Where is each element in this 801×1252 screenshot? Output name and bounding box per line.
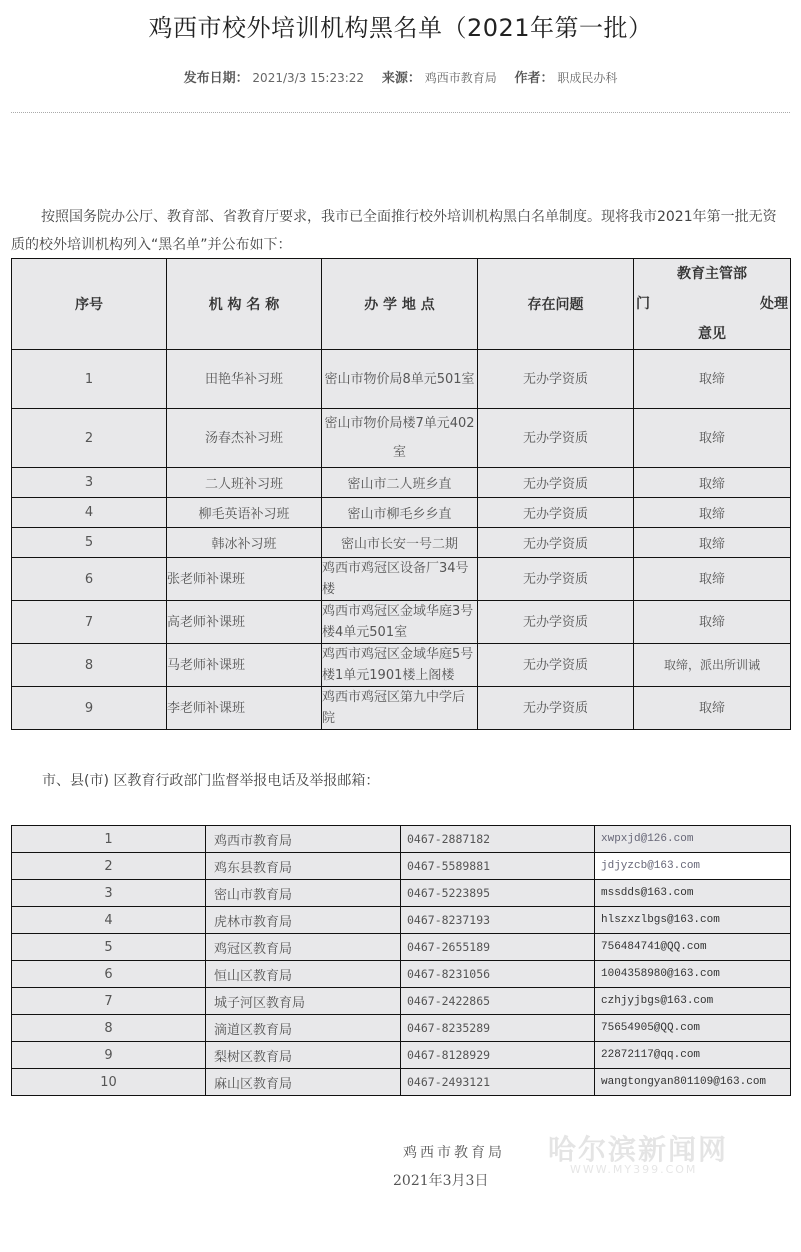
table-row: 2 鸡东县教育局 0467-5589881 jdjyzcb@163.com: [12, 853, 791, 880]
table-row: 4 虎林市教育局 0467-8237193 hlszxzlbgs@163.com: [12, 907, 791, 934]
email-link[interactable]: mssdds@163.com: [595, 880, 791, 907]
table-row: 6 恒山区教育局 0467-8231056 1004358980@163.com: [12, 961, 791, 988]
table-row: 9 梨树区教育局 0467-8128929 22872117@qq.com: [12, 1042, 791, 1069]
watermark-url: WWW.MY399.COM: [570, 1163, 698, 1176]
watermark-logo: 哈尔滨新闻网: [548, 1133, 729, 1166]
email-link[interactable]: 75654905@QQ.com: [595, 1015, 791, 1042]
source-value: 鸡西市教育局: [424, 71, 497, 85]
table-row: 1 鸡西市教育局 0467-2887182 xwpxjd@126.com: [12, 826, 791, 853]
table-row: 8 滴道区教育局 0467-8235289 75654905@QQ.com: [12, 1015, 791, 1042]
author-value: 职成民办科: [557, 71, 618, 85]
table-row: 5 鸡冠区教育局 0467-2655189 756484741@QQ.com: [12, 934, 791, 961]
table-row: 7 城子河区教育局 0467-2422865 czhjyjbgs@163.com: [12, 988, 791, 1015]
table-row: 1 田艳华补习班 密山市物价局8单元501室 无办学资质 取缔: [12, 350, 791, 409]
header-name: 机 构 名 称: [167, 259, 322, 350]
intro-paragraph: 按照国务院办公厅、教育部、省教育厅要求，我市已全面推行校外培训机构黑白名单制度。现将我市2021年第一批无资质的校外培训机构列入“黑名单”并公布如下：: [11, 209, 777, 253]
contacts-table: [11, 825, 791, 1096]
email-link[interactable]: xwpxjd@126.com: [595, 826, 791, 853]
article-meta: [0, 67, 801, 86]
table-header-row: [12, 259, 791, 350]
table-row: 3 密山市教育局 0467-5223895 mssdds@163.com: [12, 880, 791, 907]
author-label: 作者：: [514, 71, 554, 86]
email-link[interactable]: czhjyjbgs@163.com: [595, 988, 791, 1015]
email-link[interactable]: hlszxzlbgs@163.com: [595, 907, 791, 934]
source-label: 来源：: [381, 71, 421, 86]
table-row: 8 马老师补课班 鸡西市鸡冠区金域华庭5号楼1单元1901楼上阁楼 无办学资质 取缔，派出所训诫: [12, 644, 791, 687]
email-link[interactable]: wangtongyan801109@163.com: [595, 1069, 791, 1096]
email-link[interactable]: 756484741@QQ.com: [595, 934, 791, 961]
header-address: 办 学 地 点: [322, 259, 478, 350]
table-row: 4 柳毛英语补习班 密山市柳毛乡乡直 无办学资质 取缔: [12, 498, 791, 528]
signature-date: 2021年3月3日: [393, 1173, 489, 1189]
table-row: 3 二人班补习班 密山市二人班乡直 无办学资质 取缔: [12, 468, 791, 498]
table-row: 5 韩冰补习班 密山市长安一号二期 无办学资质 取缔: [12, 528, 791, 558]
header-action: 教育主管部 门 处理 意见: [634, 259, 791, 350]
date-value: 2021/3/3 15:23:22: [252, 71, 365, 85]
dotted-divider: [11, 112, 790, 113]
email-link[interactable]: jdjyzcb@163.com: [595, 853, 791, 880]
table-row: 7 高老师补课班 鸡西市鸡冠区金域华庭3号楼4单元501室 无办学资质 取缔: [12, 601, 791, 644]
contacts-heading: 市、县(市) 区教育行政部门监督举报电话及举报邮箱：: [42, 773, 380, 789]
header-issue: 存在问题: [478, 259, 634, 350]
email-link[interactable]: 22872117@qq.com: [595, 1042, 791, 1069]
header-no: 序号: [12, 259, 167, 350]
page-title: 鸡西市校外培训机构黑名单（2021年第一批）: [148, 14, 653, 42]
table-row: 6 张老师补课班 鸡西市鸡冠区设备厂34号楼 无办学资质 取缔: [12, 558, 791, 601]
blacklist-table: [11, 258, 791, 730]
date-label: 发布日期：: [183, 71, 249, 86]
table-row: 9 李老师补课班 鸡西市鸡冠区第九中学后院 无办学资质 取缔: [12, 687, 791, 730]
email-link[interactable]: 1004358980@163.com: [595, 961, 791, 988]
signature-org: 鸡西市教育局: [403, 1145, 505, 1161]
table-row: 10 麻山区教育局 0467-2493121 wangtongyan801109@163.com: [12, 1069, 791, 1096]
table-row: 2 汤春杰补习班 密山市物价局楼7单元402室 无办学资质 取缔: [12, 409, 791, 468]
